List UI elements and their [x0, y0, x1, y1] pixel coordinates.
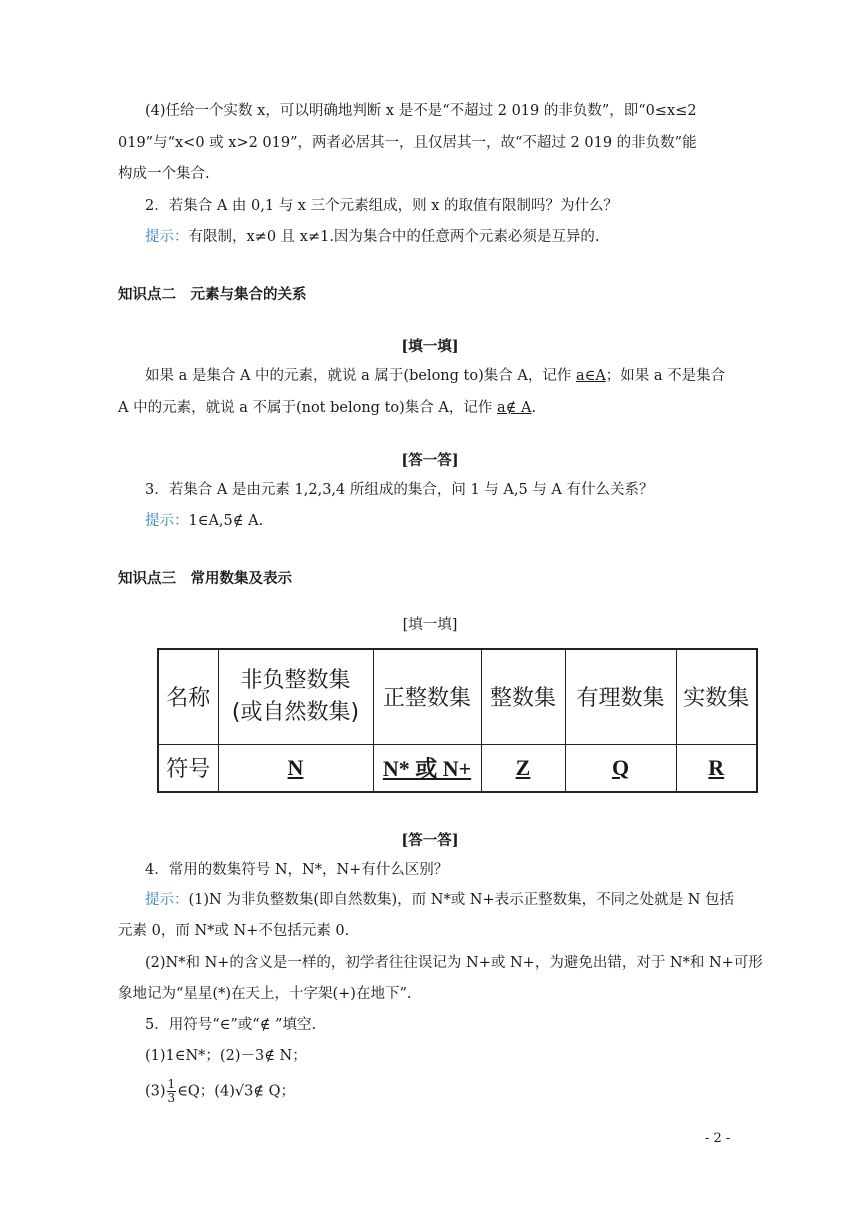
text-part: A 中的元素，就说 a 不属于(not belong to)集合 A，记作 — [118, 400, 497, 416]
symbol-value: N* 或 N+ — [382, 756, 472, 782]
answer-label: [答一答] — [401, 832, 459, 849]
table-cell: 实数集 — [676, 649, 757, 744]
paragraph-line: 元素 0，而 N*或 N+不包括元素 0. — [118, 923, 350, 939]
paragraph-line: (1)1∈N*；(2)－3∉ N； — [145, 1048, 307, 1064]
paragraph-line — [145, 366, 725, 386]
paragraph-line: 构成一个集合. — [118, 166, 210, 182]
question-3: 3．若集合 A 是由元素 1,2,3,4 所组成的集合，问 1 与 A,5 与 A 有什么关系？ — [145, 482, 654, 498]
fill-answer: a∉ A — [496, 400, 532, 416]
text-part: ∈Q；(4)√3∉ Q； — [177, 1083, 296, 1100]
fill-label: [填一填] — [402, 617, 458, 633]
hint-line — [145, 227, 600, 247]
hint-label: 提示： — [145, 229, 189, 245]
fraction-denominator: 3 — [167, 1091, 176, 1105]
text-part: ；如果 a 不是集合 — [605, 368, 726, 384]
row-header-name: 名称 — [158, 649, 218, 744]
question-2: 2．若集合 A 由 0,1 与 x 三个元素组成，则 x 的取值有限制吗？为什么？ — [145, 198, 618, 214]
hint-line — [145, 890, 734, 910]
text-part: . — [531, 400, 537, 416]
table-cell: 非负整数集 (或自然数集) — [218, 649, 373, 744]
section-title: 知识点三 常用数集及表示 — [118, 571, 292, 587]
paragraph-line — [118, 398, 536, 418]
paragraph-line: (2)N*和 N+的含义是一样的，初学者往往误记为 N+或 N+，为避免出错，对于 N*和 N+可形 — [145, 955, 763, 971]
text-part: (3) — [145, 1083, 166, 1100]
table-cell — [565, 744, 676, 792]
symbol-value: Z — [515, 754, 531, 780]
symbol-value: Q — [611, 754, 630, 780]
table-cell — [676, 744, 757, 792]
table-cell — [218, 744, 373, 792]
table-cell — [373, 744, 481, 792]
question-5: 5．用符号“∈”或“∉ ”填空. — [145, 1017, 317, 1033]
row-header-symbol: 符号 — [158, 744, 218, 792]
fraction — [167, 1078, 177, 1105]
table-cell — [481, 744, 565, 792]
fill-answer: a∈A — [575, 368, 606, 384]
text-part: 如果 a 是集合 A 中的元素，就说 a 属于(belong to)集合 A，记作 — [145, 368, 576, 384]
hint-text: (1)N 为非负整数集(即自然数集)，而 N*或 N+表示正整数集，不同之处就是 N 包括 — [188, 892, 735, 908]
paragraph-line: (4)任给一个实数 x，可以明确地判断 x 是不是“不超过 2 019 的非负数”，即“0≤x≤2 — [145, 103, 697, 119]
table-cell: 正整数集 — [373, 649, 481, 744]
hint-line — [145, 511, 263, 531]
paragraph-line — [145, 1078, 295, 1105]
section-title: 知识点二 元素与集合的关系 — [118, 287, 307, 303]
fill-label: [填一填] — [401, 338, 459, 355]
number-sets-table — [157, 648, 758, 793]
paragraph-line: 019”与“x<0 或 x>2 019”，两者必居其一，且仅居其一，故“不超过 2 019 的非负数”能 — [118, 135, 697, 151]
table-cell: 有理数集 — [565, 649, 676, 744]
table-cell: 整数集 — [481, 649, 565, 744]
question-4: 4．常用的数集符号 N，N*，N+有什么区别？ — [145, 862, 449, 878]
table-row — [158, 649, 757, 744]
paragraph-line: 象地记为“星星(*)在天上，十字架(+)在地下”. — [118, 986, 412, 1002]
fraction-numerator: 1 — [167, 1077, 176, 1091]
hint-text: 1∈A,5∉ A. — [188, 513, 264, 529]
table-row — [158, 744, 757, 792]
symbol-value: N — [287, 754, 304, 780]
answer-label: [答一答] — [401, 452, 459, 469]
hint-text: 有限制，x≠0 且 x≠1.因为集合中的任意两个元素必须是互异的. — [188, 229, 600, 245]
hint-label: 提示： — [145, 892, 189, 908]
hint-label: 提示： — [145, 513, 189, 529]
symbol-value: R — [708, 754, 725, 780]
page-number: - 2 - — [705, 1131, 731, 1146]
